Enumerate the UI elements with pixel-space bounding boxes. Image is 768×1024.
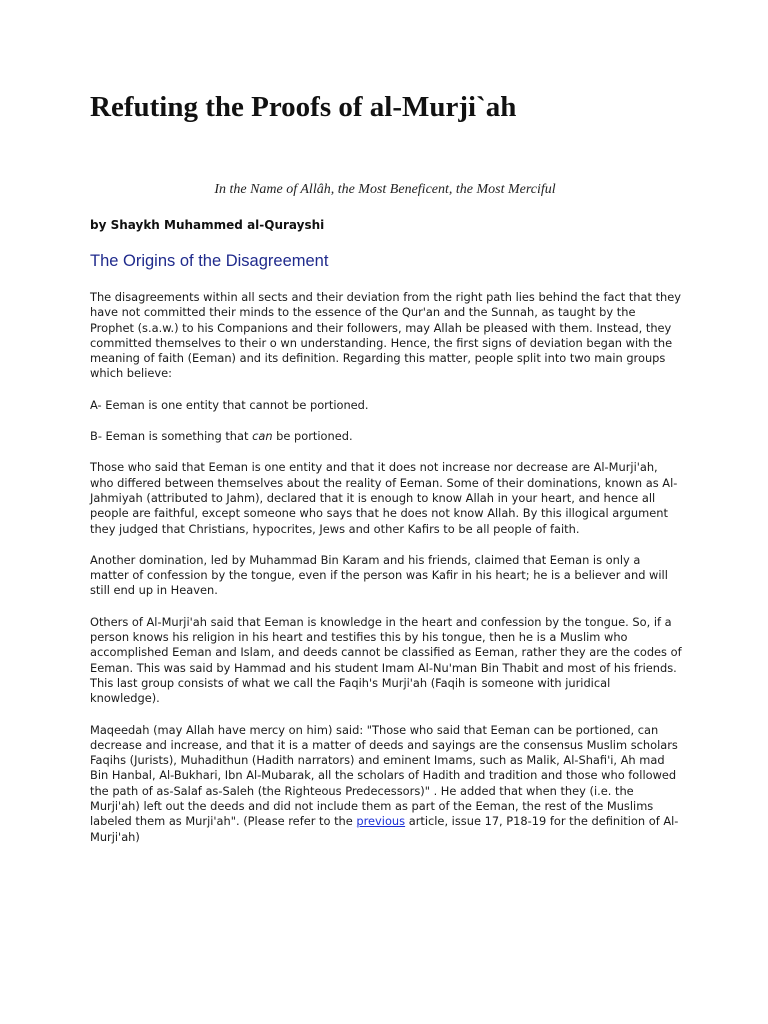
paragraph-faqih-murjiah: Others of Al-Murji'ah said that Eeman is knowledge in the heart and confession by the tongue. So, if a person knows his religion in his heart and testifies this by his tongue, then he is a Muslim who accomplished Eeman and Islam, and deeds cannot be classified as Eeman, rather they are the codes of Eeman. This was said by Hammad and his student Imam Al-Nu'man Bin Thabit and most of his friends. This last group consists of what we call the Faqih's Murji'ah (Faqih is someone with juridical knowledge). (90, 614, 682, 706)
maqeedah-text-end: article, issue 17, P18-19 for the definition of Al-Murji'ah) (90, 814, 679, 844)
option-b-text-start: B- Eeman is something that (90, 429, 253, 444)
author-byline: by Shaykh Muhammed al-Qurayshi (90, 218, 325, 232)
option-b-emphasis: can (252, 429, 273, 444)
maqeedah-text-start: Maqeedah (may Allah have mercy on him) said: "Those who said that Eeman can be portioned, can decrease and increase, and that it is a matter of deeds and sayings are the consensus Muslim scholars Faqihs (Jurists), Muhadithun (Hadith narrators) and eminent Imams, such as Malik, Al-Shafi'i, Ah mad Bin Hanbal, Al-Bukhari, Ibn Al-Mubarak, all the scholars of Hadith and tradition and those who followed the path of as-Salaf as-Saleh (the Righteous Predecessors)" . He added that when they (i.e. the Murji'ah) left out the deeds and did not include them as part of the Eeman, the rest of the Muslims labeled them as Murji'ah". (Please refer to the (90, 722, 678, 829)
page-title: Refuting the Proofs of al-Murji`ah (90, 91, 517, 123)
paragraph-bin-karam: Another domination, led by Muhammad Bin Karam and his friends, claimed that Eeman is only a matter of confession by the tongue, even if the person was Kafir in his heart; he is a believer and will still end up in Heaven. (90, 552, 668, 598)
paragraph-option-b (90, 429, 682, 444)
paragraph-murjiah-one-entity: Those who said that Eeman is one entity and that it does not increase nor decrease are Al-Murji'ah, who differed between themselves about the reality of Eeman. Some of their dominations, known as Al-Jahmiyah (attributed to Jahm), declared that it is enough to know Allah in your heart, and hence all people are faithful, except someone who says that he does not know Allah. By this illogical argument they judged that Christians, hypocrites, Jews and other Kafirs to be all people of faith. (90, 460, 678, 536)
previous-article-link[interactable]: previous (356, 814, 406, 829)
option-b-text-end: be portioned. (272, 429, 353, 444)
paragraph-option-a: A- Eeman is one entity that cannot be portioned. (90, 397, 369, 412)
section-heading: The Origins of the Disagreement (90, 252, 329, 270)
paragraph-maqeedah (90, 723, 682, 845)
article-body (90, 290, 682, 861)
invocation-line: In the Name of Allâh, the Most Beneficent, the Most Merciful (214, 182, 556, 197)
paragraph-intro: The disagreements within all sects and their deviation from the right path lies behind the fact that they have not committed their minds to the essence of the Qur'an and the Sunnah, as taught by the Prophet (s.a.w.) to his Companions and their followers, may Allah be pleased with them. Instead, they committed themselves to their o wn understanding. Hence, the first signs of deviation began with the meaning of faith (Eeman) and its definition. Regarding this matter, people split into two main groups which believe: (90, 290, 682, 381)
